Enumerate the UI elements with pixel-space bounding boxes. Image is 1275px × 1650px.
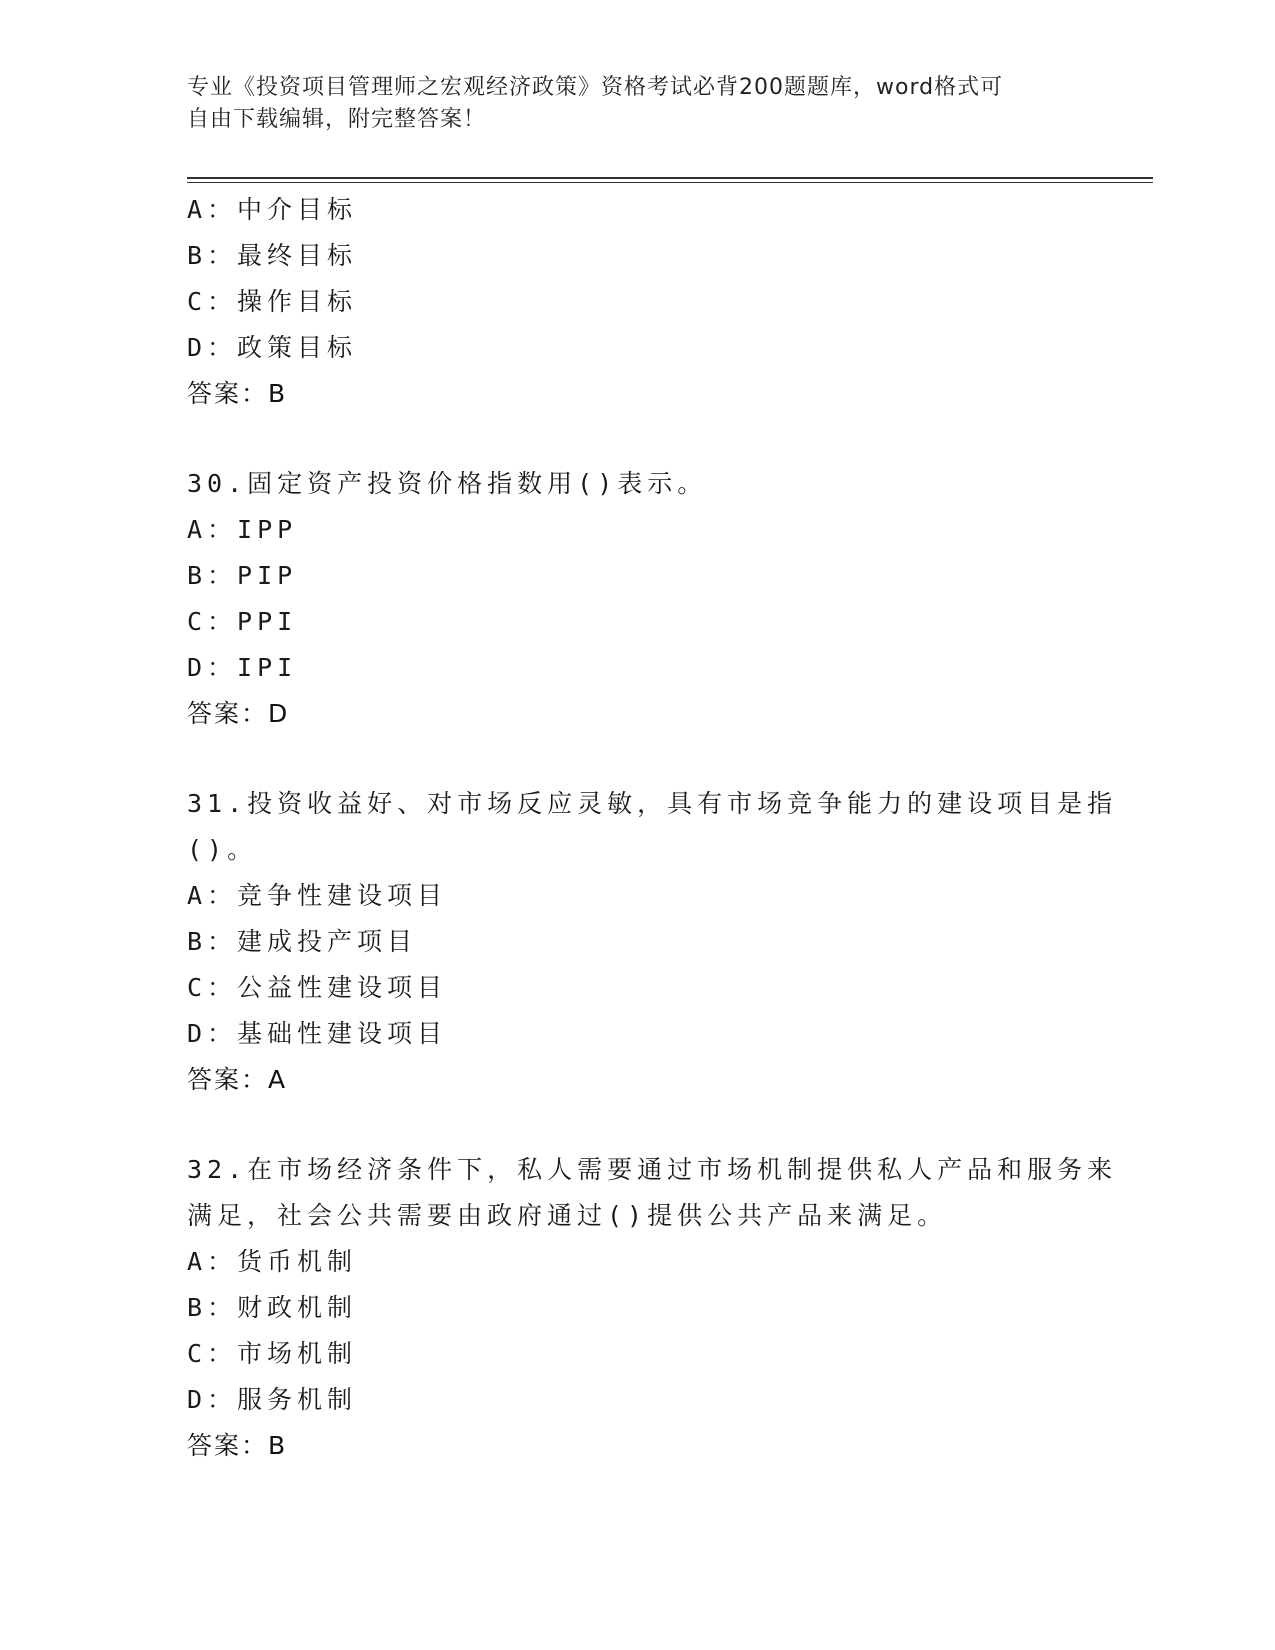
question-text-line-1: 32.在市场经济条件下，私人需要通过市场机制提供私人产品和服务来 bbox=[187, 1155, 1118, 1184]
option-d: D：政策目标 bbox=[187, 333, 358, 362]
question-30 bbox=[187, 461, 1087, 737]
header-divider-thin bbox=[187, 182, 1153, 183]
option-b: B：建成投产项目 bbox=[187, 927, 418, 956]
answer: 答案：A bbox=[187, 1065, 288, 1094]
answer: 答案：B bbox=[187, 1431, 288, 1460]
document-header bbox=[187, 72, 1067, 136]
question-text: 30.固定资产投资价格指数用()表示。 bbox=[187, 469, 708, 498]
option-a: A：IPP bbox=[187, 515, 298, 544]
option-d: D：服务机制 bbox=[187, 1385, 358, 1414]
answer: 答案：D bbox=[187, 699, 290, 728]
header-divider-thick bbox=[187, 177, 1153, 179]
option-c: C：PPI bbox=[187, 607, 298, 636]
question-31 bbox=[187, 781, 1118, 1103]
option-b: B：PIP bbox=[187, 561, 298, 590]
question-text-line-1: 31.投资收益好、对市场反应灵敏，具有市场竞争能力的建设项目是指 bbox=[187, 789, 1118, 818]
question-32 bbox=[187, 1147, 1118, 1469]
option-b: B：财政机制 bbox=[187, 1293, 358, 1322]
option-a: A：中介目标 bbox=[187, 195, 358, 224]
question-text-line-2: ()。 bbox=[187, 835, 258, 864]
option-d: D：IPI bbox=[187, 653, 298, 682]
answer: 答案：B bbox=[187, 379, 288, 408]
header-line-1: 专业《投资项目管理师之宏观经济政策》资格考试必背200题题库，word格式可 bbox=[187, 75, 1004, 100]
option-a: A：货币机制 bbox=[187, 1247, 358, 1276]
option-c: C：操作目标 bbox=[187, 287, 358, 316]
option-a: A：竞争性建设项目 bbox=[187, 881, 448, 910]
option-d: D：基础性建设项目 bbox=[187, 1019, 448, 1048]
option-c: C：公益性建设项目 bbox=[187, 973, 448, 1002]
question-list bbox=[187, 187, 1118, 1469]
option-c: C：市场机制 bbox=[187, 1339, 358, 1368]
option-b: B：最终目标 bbox=[187, 241, 358, 270]
header-line-2: 自由下载编辑，附完整答案！ bbox=[187, 107, 487, 132]
question-text-line-2: 满足，社会公共需要由政府通过()提供公共产品来满足。 bbox=[187, 1201, 948, 1230]
question-29 bbox=[187, 187, 1087, 417]
